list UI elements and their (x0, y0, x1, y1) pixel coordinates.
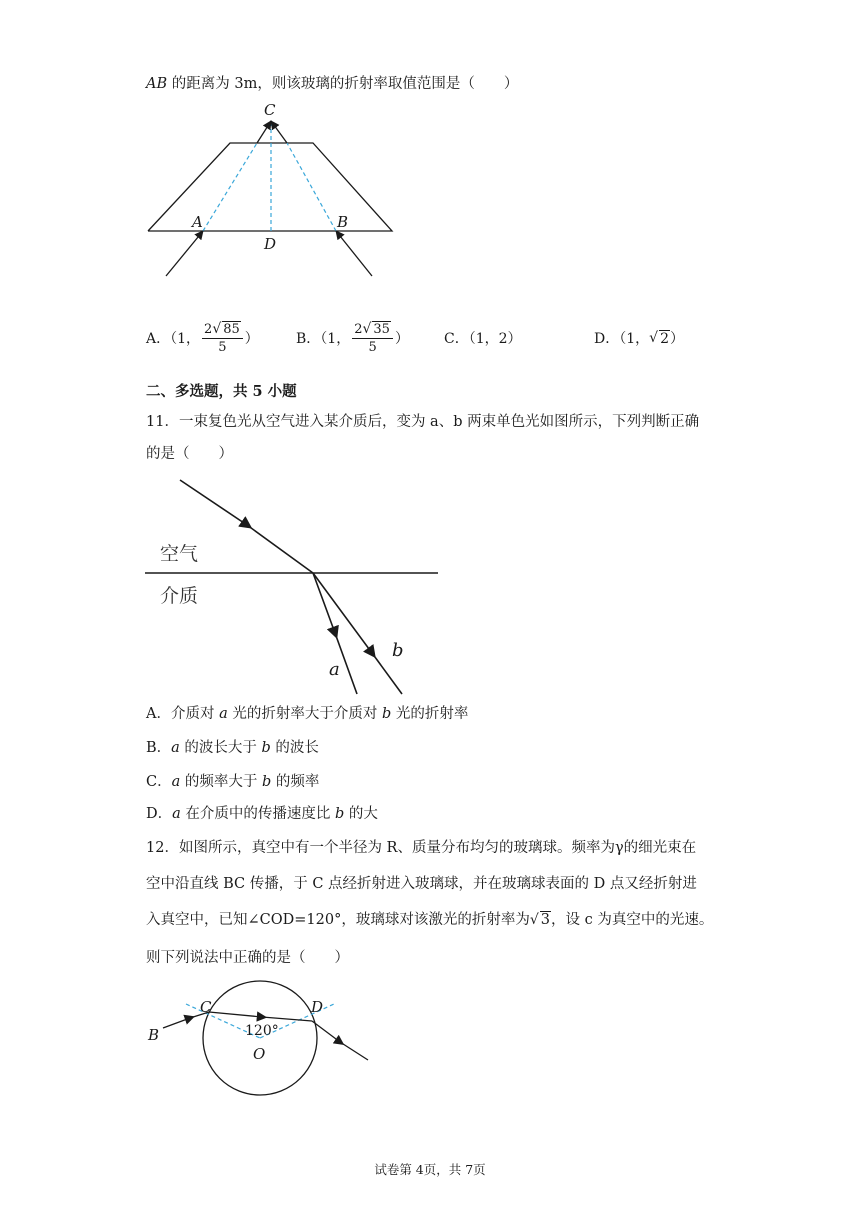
q12-stem-line1: 12．如图所示，真空中有一个半径为 R、质量分布均匀的玻璃球。频率为γ的细光束在 (146, 840, 697, 856)
label-c: C (264, 101, 276, 119)
exit-ray-right (271, 121, 287, 143)
q11-option-c[interactable]: C．a 的频率大于 b 的频率 (146, 774, 320, 790)
incident-ray (180, 480, 313, 573)
q11-option-d[interactable]: D．a 在介质中的传播速度比 b 的大 (146, 806, 378, 822)
label-c-point: C (200, 998, 212, 1016)
label-a: A (192, 213, 203, 231)
q10-stem-text: 的距离为 3m，则该玻璃的折射率取值范围是（ ） (167, 76, 519, 92)
label-b: B (337, 213, 349, 231)
fraction: $\frac{2√ 85}{5}$ (202, 322, 243, 355)
label-medium: 介质 (160, 585, 199, 607)
q12-stem-line3: 入真空中，已知∠COD=120°，玻璃球对该激光的折射率为√ 3，设 c 为真空中的光速。 (146, 912, 714, 928)
q11-option-a[interactable]: A．介质对 a 光的折射率大于介质对 b 光的折射率 (146, 706, 469, 722)
label-o-point: O (253, 1045, 266, 1063)
q12-stem-line2: 空中沿直线 BC 传播，于 C 点经折射进入玻璃球，并在玻璃球表面的 D 点又经折射进 (146, 876, 697, 892)
exit-ray-left (257, 121, 271, 143)
label-d: D (264, 235, 277, 253)
q10-option-a[interactable]: A．（1， $\frac{2√ 85}{5}$ ） (146, 320, 259, 355)
q10-options (146, 318, 706, 358)
q10-option-c[interactable]: C．（1，2） (444, 331, 522, 347)
label-b-point: B (148, 1026, 160, 1044)
q12-sphere-figure (0, 980, 860, 1120)
fraction: $\frac{2√ 35}{5}$ (352, 322, 393, 355)
label-d-point: D (311, 998, 324, 1016)
incident-ray-left (166, 231, 203, 276)
q11-refraction-figure (0, 470, 860, 710)
section-title: 二、多选题，共 5 小题 (146, 383, 297, 400)
label-ray-a: a (329, 659, 340, 680)
q11-stem-line1: 11．一束复色光从空气进入某介质后，变为 a、b 两束单色光如图所示，下列判断正确 (146, 414, 700, 430)
trapezoid-outline (148, 143, 392, 231)
ray-exit (312, 1021, 368, 1060)
ray-cd (209, 1012, 312, 1021)
q11-option-b[interactable]: B．a 的波长大于 b 的波长 (146, 740, 319, 756)
ray-dash-right (287, 143, 336, 231)
q10-trapezoid-figure (0, 0, 860, 300)
q10-option-b[interactable]: B．（1， $\frac{2√ 35}{5}$ ） (296, 320, 409, 355)
ray-b (313, 573, 402, 694)
label-ray-b: b (392, 640, 404, 661)
label-angle: 120° (245, 1023, 279, 1039)
q11-stem-line2: 的是（ ） (146, 446, 233, 462)
ray-dash-left (203, 143, 257, 231)
label-air: 空气 (160, 543, 199, 565)
q10-segment-ab: AB (146, 76, 168, 92)
incident-ray-right (336, 231, 372, 276)
page-footer: 试卷第 4页，共 7页 (374, 1162, 486, 1177)
q10-option-d[interactable]: D．（1， √ 2 ） (594, 330, 684, 347)
q12-stem-line4: 则下列说法中正确的是（ ） (146, 950, 349, 966)
